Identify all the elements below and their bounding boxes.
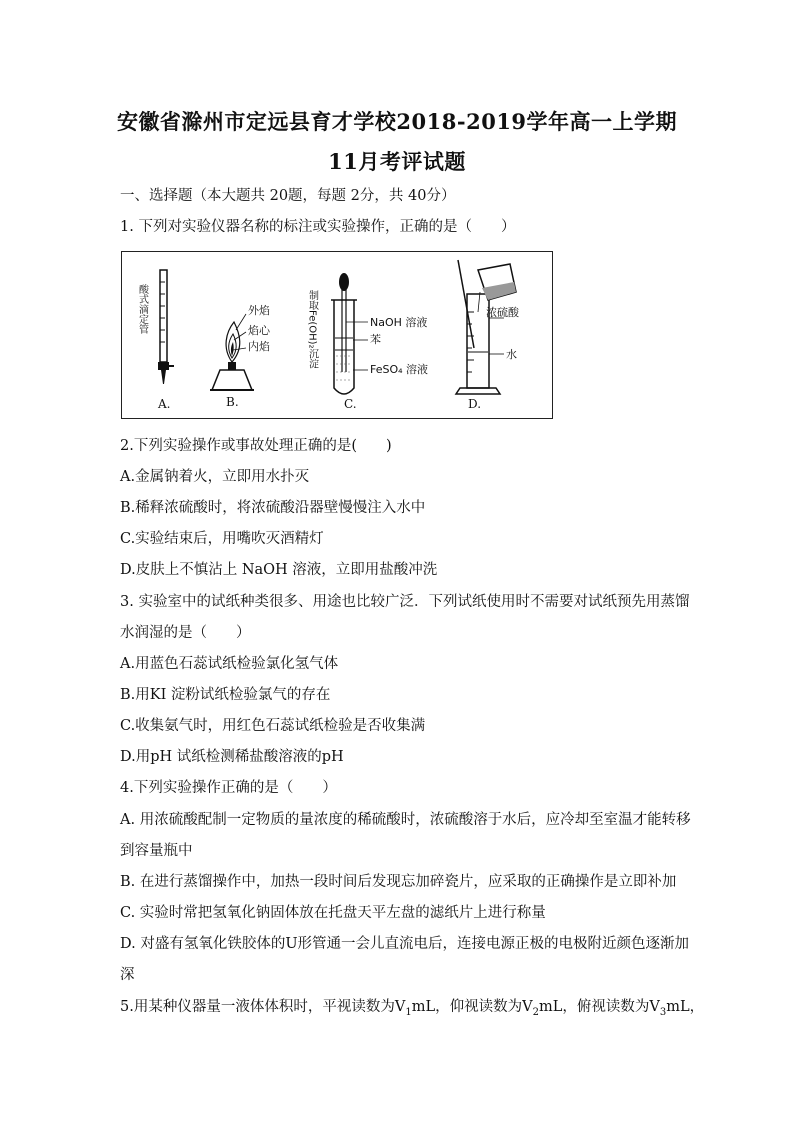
option-letter-d: D. — [468, 397, 482, 411]
q5-v2-sub: 2 — [532, 1006, 539, 1018]
apparatus-d-label-acid: 浓硫酸 — [486, 306, 519, 319]
q2-option-a: A.金属钠着火，立即用水扑灭 — [120, 469, 310, 485]
q1-figure-drawing — [122, 252, 552, 418]
q5-stem-prefix: 5.用某种仪器量一液体体积时，平视读数为 — [120, 999, 395, 1015]
q5-unit2: mL，俯视读数为 — [538, 999, 650, 1015]
apparatus-b-label-outer: 外焰 — [248, 304, 270, 317]
q4-option-a-line2: 到容量瓶中 — [120, 843, 193, 859]
q4-option-c: C. 实验时常把氢氧化钠固体放在托盘天平左盘的滤纸片上进行称量 — [120, 905, 546, 921]
section-header: 一、选择题（本大题共 20题，每题 2分，共 40分） — [120, 188, 456, 204]
apparatus-a-label: 酸式滴定管 — [136, 284, 148, 334]
exam-title-line1: 安徽省滁州市定远县育才学校2018-2019学年高一上学期 — [116, 109, 678, 134]
option-letter-c: C. — [344, 397, 357, 411]
apparatus-a-burette — [158, 270, 174, 384]
apparatus-d-cylinder — [456, 260, 516, 394]
q3-option-d: D.用pH 试纸检测稀盐酸溶液的pH — [120, 749, 344, 765]
q3-option-a: A.用蓝色石蕊试纸检验氯化氢气体 — [120, 656, 339, 672]
q3-option-c: C.收集氨气时，用红色石蕊试纸检验是否收集满 — [120, 718, 426, 734]
q5-v1: V — [394, 999, 406, 1015]
q1-figure — [121, 251, 553, 419]
apparatus-d-label-water: 水 — [506, 348, 517, 361]
q5-unit3: mL， — [666, 999, 705, 1015]
q1-stem: 1. 下列对实验仪器名称的标注或实验操作，正确的是（ ） — [120, 219, 516, 235]
q3-stem-line2: 水润湿的是（ ） — [120, 625, 251, 641]
apparatus-c-test-tube — [331, 273, 368, 394]
q4-option-a-line1: A. 用浓硫酸配制一定物质的量浓度的稀硫酸时，浓硫酸溶于水后，应冷却至室温才能转移 — [120, 812, 691, 828]
q2-option-b: B.稀释浓硫酸时，将浓硫酸沿器壁慢慢注入水中 — [120, 500, 426, 516]
q5-stem — [120, 997, 705, 1023]
apparatus-c-label-feso4: FeSO₄ 溶液 — [370, 363, 429, 376]
q5-v3-sub: 3 — [659, 1006, 667, 1018]
q3-option-b: B.用KI 淀粉试纸检验氯气的存在 — [120, 687, 331, 703]
q4-stem: 4.下列实验操作正确的是（ ） — [120, 780, 337, 796]
q4-option-d-line2: 深 — [120, 967, 135, 983]
apparatus-c-label-naoh: NaOH 溶液 — [370, 316, 428, 329]
option-letter-a: A. — [158, 397, 171, 411]
q3-stem-line1: 3. 实验室中的试纸种类很多、用途也比较广泛．下列试纸使用时不需要对试纸预先用蒸馏 — [120, 594, 690, 610]
q2-option-c: C.实验结束后，用嘴吹灭酒精灯 — [120, 531, 324, 547]
q2-stem: 2.下列实验操作或事故处理正确的是( ) — [120, 438, 392, 454]
apparatus-b-label-inner: 内焰 — [248, 340, 270, 353]
q5-v3: V — [649, 999, 660, 1015]
q5-unit1: mL，仰视读数为 — [411, 999, 523, 1015]
option-letter-b: B. — [226, 395, 239, 409]
q4-option-d-line1: D. 对盛有氢氧化铁胶体的U形管通一会儿直流电后，连接电源正极的电极附近颜色逐渐加 — [120, 936, 690, 952]
apparatus-c-vertical-label: 制取Fe(OH)₂沉淀 — [306, 290, 318, 369]
apparatus-c-label-benzene: 苯 — [370, 333, 381, 346]
q5-v1-sub: 1 — [405, 1006, 412, 1018]
q2-option-d: D.皮肤上不慎沾上 NaOH 溶液，立即用盐酸冲洗 — [120, 562, 438, 578]
q4-option-b: B. 在进行蒸馏操作中，加热一段时间后发现忘加碎瓷片，应采取的正确操作是立即补加 — [120, 874, 677, 890]
exam-title-line2: 11月考评试题 — [328, 149, 466, 174]
q5-v2: V — [522, 999, 533, 1015]
apparatus-b-label-core: 焰心 — [248, 324, 270, 337]
